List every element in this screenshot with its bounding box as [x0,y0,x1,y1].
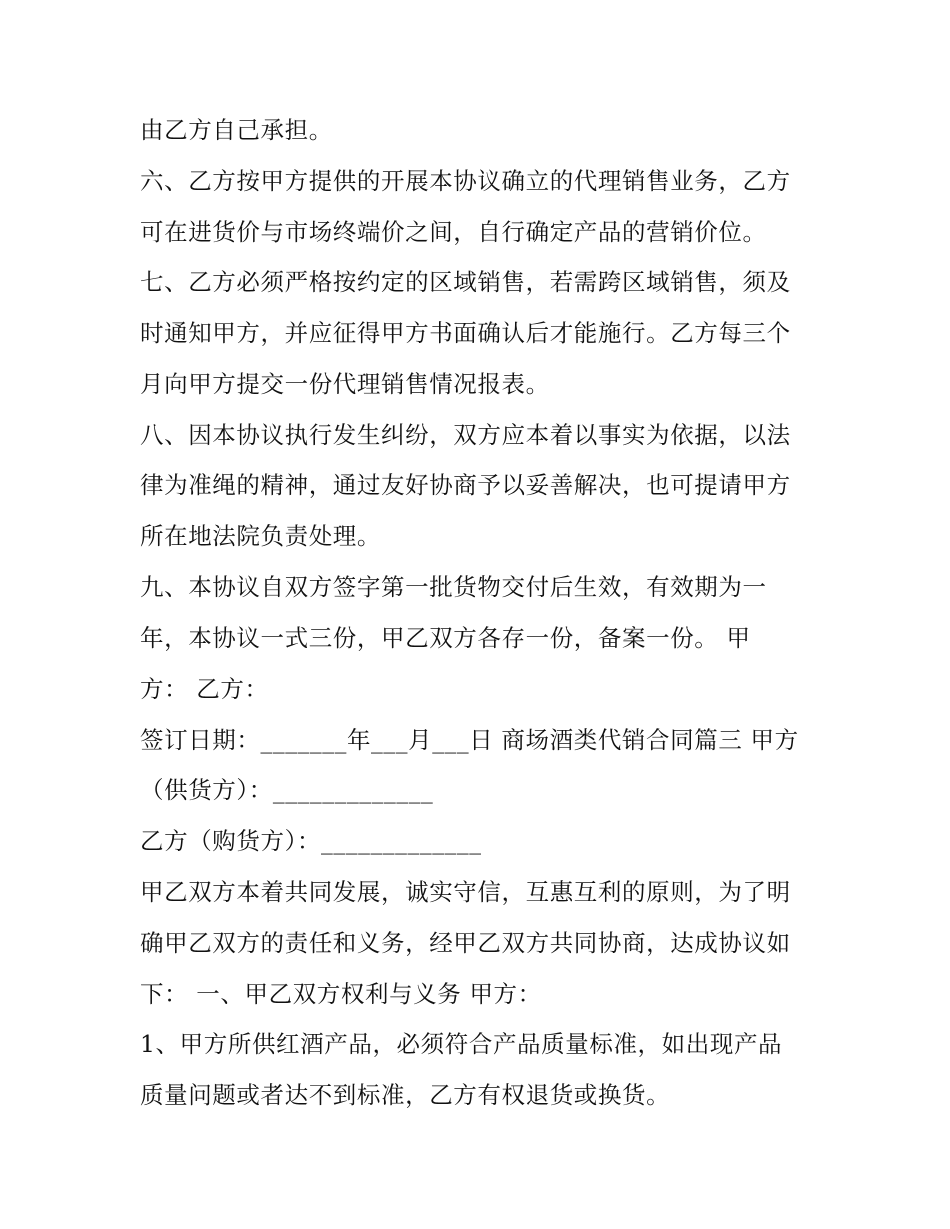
text-line: （供货方）：_____________ [140,776,434,804]
text-line: 七、乙方必须严格按约定的区域销售，若需跨区域销售，须及 [140,268,791,296]
text-line: 1、甲方所供红酒产品，必须符合产品质量标准，如出现产品 [140,1030,783,1058]
text-line: 下： 一、甲乙双方权利与义务 甲方： [140,980,542,1008]
text-line: 确甲乙双方的责任和义务，经甲乙双方共同协商，达成协议如 [140,929,791,957]
text-line: 九、本协议自双方签字第一批货物交付后生效，有效期为一 [140,573,767,601]
text-line: 乙方（购货方）：_____________ [140,827,482,855]
text-line: 时通知甲方，并应征得甲方书面确认后才能施行。乙方每三个 [140,319,791,347]
text-line: 八、因本协议执行发生纠纷，双方应本着以事实为依据，以法 [140,421,791,449]
text-line: 律为准绳的精神，通过友好协商予以妥善解决，也可提请甲方 [140,471,791,499]
text-line: 可在进货价与市场终端价之间，自行确定产品的营销价位。 [140,218,767,246]
text-line: 年，本协议一式三份，甲乙双方各存一份，备案一份。 甲 [140,624,751,652]
text-line: 六、乙方按甲方提供的开展本协议确立的代理销售业务，乙方 [140,167,791,195]
text-line: 方： 乙方： [140,675,269,703]
text-line: 甲乙双方本着共同发展，诚实守信，互惠互利的原则，为了明 [140,878,791,906]
text-line: 由乙方自己承担。 [140,116,333,144]
text-line: 质量问题或者达不到标准，乙方有权退货或换货。 [140,1081,671,1109]
text-line: 签订日期：_______年___月___日 商场酒类代销合同篇三 甲方 [140,726,799,754]
text-line: 所在地法院负责处理。 [140,522,381,550]
text-line: 月向甲方提交一份代理销售情况报表。 [140,370,550,398]
